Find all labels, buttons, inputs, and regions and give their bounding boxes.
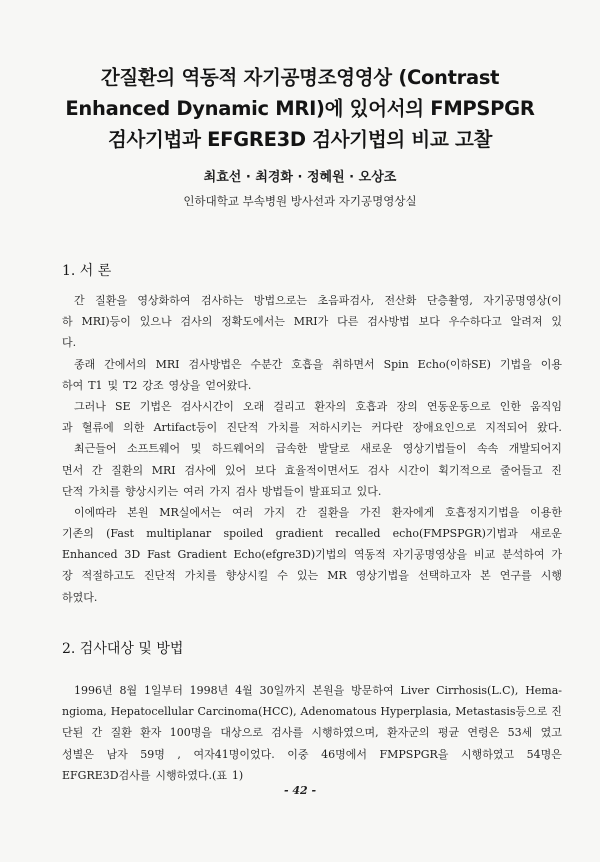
word: 진단적: [143, 569, 176, 583]
text-line: [62, 744, 562, 765]
word: 53세: [507, 726, 533, 740]
text-line: [62, 417, 562, 438]
word: 보다: [418, 315, 440, 329]
text-line: [62, 701, 562, 722]
word: 얻어왔다.: [205, 378, 252, 392]
word: 호흡정지기법을: [445, 505, 520, 519]
text-line: [62, 290, 562, 311]
word: 기법은: [139, 399, 172, 413]
word: 혈류에: [81, 421, 114, 435]
word: 의한: [123, 421, 145, 435]
word: (Fast: [106, 527, 134, 541]
word: 획기적으로: [438, 463, 492, 477]
word: 영상을: [168, 378, 201, 392]
word: Spin: [383, 357, 409, 371]
word: 개발되어지: [508, 442, 562, 456]
word: 연구를: [499, 569, 532, 583]
title-line: 검사기법과 EFGRE3D 검사기법의 비교 고찰: [107, 128, 493, 151]
word: 검사: [367, 463, 390, 477]
word: 54명은: [526, 747, 562, 761]
word: 간: [74, 294, 85, 307]
word: 1): [231, 768, 244, 782]
word: 호흡과: [355, 399, 388, 413]
word: 시행: [540, 569, 562, 583]
word: 우수하다고: [448, 315, 502, 329]
word: 질환을: [317, 505, 350, 519]
word: 수: [277, 569, 288, 583]
word: 면서: [62, 463, 84, 477]
word: 질환: [110, 726, 132, 740]
word: 왔다.: [537, 421, 562, 435]
word: 하여: [62, 378, 84, 392]
word: 새로운: [360, 442, 393, 456]
title-line: 간질환의 역동적 자기공명조영영상 (Contrast: [100, 66, 500, 89]
word: 방법으로는: [253, 294, 308, 307]
word: 검사에: [184, 463, 217, 477]
text-line: [62, 565, 562, 586]
section-heading-introduction: 1. 서 론: [62, 263, 112, 279]
word: 발달로: [317, 442, 350, 456]
word: 초음파검사,: [317, 294, 375, 307]
text-line: [62, 354, 562, 375]
word: 장애요인으로: [412, 421, 477, 435]
word: 수분간: [250, 357, 283, 371]
word: 하드웨어의: [211, 442, 265, 456]
word: 자기공명영상을: [392, 548, 468, 562]
word: 알려져: [510, 315, 543, 329]
word: 비교: [473, 548, 496, 562]
word: 였고: [540, 726, 562, 740]
text-line: [62, 765, 562, 786]
word: 및: [190, 442, 202, 456]
word: 검사를: [271, 726, 304, 740]
word: 기존의: [62, 527, 94, 541]
word: 발표되고: [309, 484, 352, 498]
text-line: [62, 460, 562, 481]
word: 검사방법은: [188, 357, 242, 371]
word: 장: [62, 569, 73, 583]
word: 여러: [183, 484, 205, 498]
word: 검사방법: [367, 315, 410, 329]
word: 30일까지: [259, 684, 306, 697]
word: 본원: [127, 505, 149, 519]
word: 질환을: [95, 294, 127, 307]
text-line: [62, 311, 562, 332]
word: Fast: [147, 548, 171, 562]
text-line: [62, 544, 562, 565]
word: 보다: [254, 463, 277, 477]
word: Cirrhosis(L.C),: [436, 684, 519, 697]
text-line: [62, 375, 562, 396]
word: 단된: [62, 726, 84, 740]
word: 가치를: [88, 484, 121, 498]
word: 검사하는: [200, 294, 244, 307]
word: 간: [91, 726, 103, 740]
word: 남자: [106, 747, 128, 761]
word: MR실에서는: [159, 505, 222, 519]
word: 환자군의: [386, 726, 430, 740]
word: 소프트웨어: [127, 442, 181, 456]
word: 가치를: [184, 569, 217, 583]
word: 하였다.: [62, 590, 98, 604]
word: 강조: [142, 378, 164, 392]
word: 환자에게: [391, 505, 435, 519]
text-line: [62, 722, 562, 743]
word: MRI가: [293, 315, 329, 329]
word: Hyperplasia,: [380, 705, 452, 719]
word: 가치를: [267, 421, 300, 435]
word: ,: [177, 747, 181, 761]
word: Liver: [400, 684, 430, 697]
word: 장의: [396, 399, 418, 413]
word: spoiled: [223, 527, 264, 541]
word: 성별은: [62, 747, 94, 761]
word: 시행하였으며,: [311, 726, 379, 740]
word: 59명: [140, 747, 165, 761]
word: 단적: [62, 484, 84, 498]
title-line: Enhanced Dynamic MRI)에 있어서의 FMPSPGR: [65, 97, 535, 120]
word: 있어: [224, 463, 247, 477]
word: 줄어들고: [500, 463, 543, 477]
word: 급속한: [275, 442, 308, 456]
word: 시행하였다.(표: [155, 768, 227, 782]
word: 본: [480, 569, 491, 583]
word: 종래: [74, 357, 96, 371]
word: 1일부터: [143, 684, 183, 697]
word: 가지: [209, 484, 231, 498]
word: 환자: [140, 726, 162, 740]
word: 지적되어: [485, 421, 528, 435]
word: 다.: [62, 336, 77, 350]
word: 진단적: [226, 421, 259, 435]
word: 있다.: [356, 484, 382, 498]
word: 과: [62, 421, 73, 435]
word: 시간이: [397, 463, 430, 477]
word: 이용: [540, 357, 562, 371]
word: MRI: [155, 357, 180, 371]
word: 1998년: [189, 684, 229, 697]
word: 정확도에서는: [221, 315, 285, 329]
word: MR: [327, 569, 347, 583]
word: 취하면서: [332, 357, 375, 371]
word: 검사: [235, 484, 257, 498]
word: MRI: [151, 463, 176, 477]
word: 인한: [499, 399, 521, 413]
word: 1996년: [74, 684, 113, 697]
text-line: [62, 502, 562, 523]
word: 역동적: [353, 548, 386, 562]
word: Echo(이하SE): [417, 357, 491, 371]
word: 8월: [119, 684, 138, 697]
word: 연령은: [467, 726, 500, 740]
word: 적절하고도: [81, 569, 135, 583]
word: 여러: [231, 505, 254, 519]
word: 3D: [124, 548, 141, 562]
introduction-body: [62, 290, 562, 608]
text-line: [62, 523, 562, 544]
word: 검사시간이: [180, 399, 234, 413]
word: 100명을: [169, 726, 212, 740]
word: 기법을: [499, 357, 532, 371]
word: 저하시키는: [308, 421, 362, 435]
word: ngioma,: [62, 705, 107, 719]
word: 가지: [263, 505, 286, 519]
word: 최근들어: [74, 442, 117, 456]
word: 시행하였고: [460, 747, 515, 761]
word: 연동운동으로: [426, 399, 491, 413]
word: Metastasis등으로: [455, 705, 548, 719]
affiliation: 인하대학교 부속병원 방사선과 자기공명영상실: [183, 194, 417, 208]
word: 진: [551, 463, 562, 477]
word: 이에따라: [74, 505, 117, 519]
word: 향상시키는: [125, 484, 179, 498]
word: Echo(efgre3D)기법의: [233, 548, 348, 562]
word: 및: [107, 378, 119, 392]
word: 분석하여: [501, 548, 545, 562]
methods-body: [62, 680, 562, 786]
word: 이중: [287, 747, 309, 761]
page-number: - 42 -: [283, 784, 317, 797]
word: 그러나: [74, 399, 106, 413]
text-line: [62, 587, 562, 608]
word: 방법들이: [261, 484, 305, 498]
word: 대상으로: [220, 726, 263, 740]
word: 방문하여: [351, 684, 394, 697]
word: 있으나: [139, 315, 172, 329]
word: 커다란: [371, 421, 404, 435]
word: Artifact등이: [153, 421, 218, 435]
word: 46명에서: [321, 747, 367, 761]
word: T1: [88, 378, 103, 392]
word: 있: [551, 315, 562, 329]
word: Enhanced: [62, 548, 118, 562]
word: EFGRE3D검사를: [62, 768, 151, 782]
author-list: 최효선 · 최경화 · 정혜원 · 오상조: [203, 170, 397, 185]
word: 향상시킬: [225, 569, 269, 583]
word: 검사의: [180, 315, 213, 329]
word: 움직임: [530, 399, 562, 413]
word: 다른: [337, 315, 359, 329]
word: T2: [123, 378, 138, 392]
word: recalled: [335, 527, 381, 541]
word: 자기공명영상(이: [483, 294, 562, 307]
word: 여자41명이었다.: [193, 747, 275, 761]
word: 선택하고자: [417, 569, 472, 583]
text-line: [62, 481, 562, 502]
word: 가: [551, 548, 562, 562]
word: 환자의: [314, 399, 347, 413]
word: Carcinoma(HCC),: [197, 705, 297, 719]
word: 호흡을: [291, 357, 324, 371]
paper-title: [40, 62, 560, 155]
word: 평균: [437, 726, 460, 740]
word: 진: [551, 705, 562, 719]
word: MRI)등이: [81, 315, 131, 329]
word: Adenomatous: [300, 705, 377, 719]
word: Gradient: [177, 548, 227, 562]
word: 가진: [359, 505, 382, 519]
word: FMPSPGR을: [379, 747, 449, 761]
word: 효율적이면서도: [284, 463, 360, 477]
word: 영상화하여: [137, 294, 191, 307]
word: 있는: [296, 569, 319, 583]
word: 전산화: [384, 294, 417, 307]
word: Hepatocellular: [110, 705, 194, 719]
text-line: [62, 332, 562, 353]
word: 영상기법들이: [402, 442, 467, 456]
word: echo(FMPSPGR)기법과: [392, 527, 518, 541]
word: 새로운: [530, 527, 562, 541]
word: 속속: [477, 442, 499, 456]
word: gradient: [275, 527, 324, 541]
word: 걸리고: [273, 399, 306, 413]
word: SE: [115, 399, 131, 413]
word: 간: [295, 505, 307, 519]
section-heading-methods: 2. 검사대상 및 방법: [62, 641, 184, 657]
word: 본원을: [312, 684, 345, 697]
word: multiplanar: [146, 527, 212, 541]
word: 질환의: [111, 463, 144, 477]
word: 간: [91, 463, 103, 477]
word: 영상기법을: [355, 569, 409, 583]
word: 이용한: [530, 505, 562, 519]
word: 간에서의: [104, 357, 147, 371]
word: 단층촬영,: [426, 294, 473, 307]
text-line: [62, 680, 562, 701]
word: 하: [62, 315, 73, 329]
word: Hema-: [525, 684, 562, 697]
word: 오래: [243, 399, 265, 413]
text-line: [62, 396, 562, 417]
word: 4월: [235, 684, 253, 697]
text-line: [62, 438, 562, 459]
